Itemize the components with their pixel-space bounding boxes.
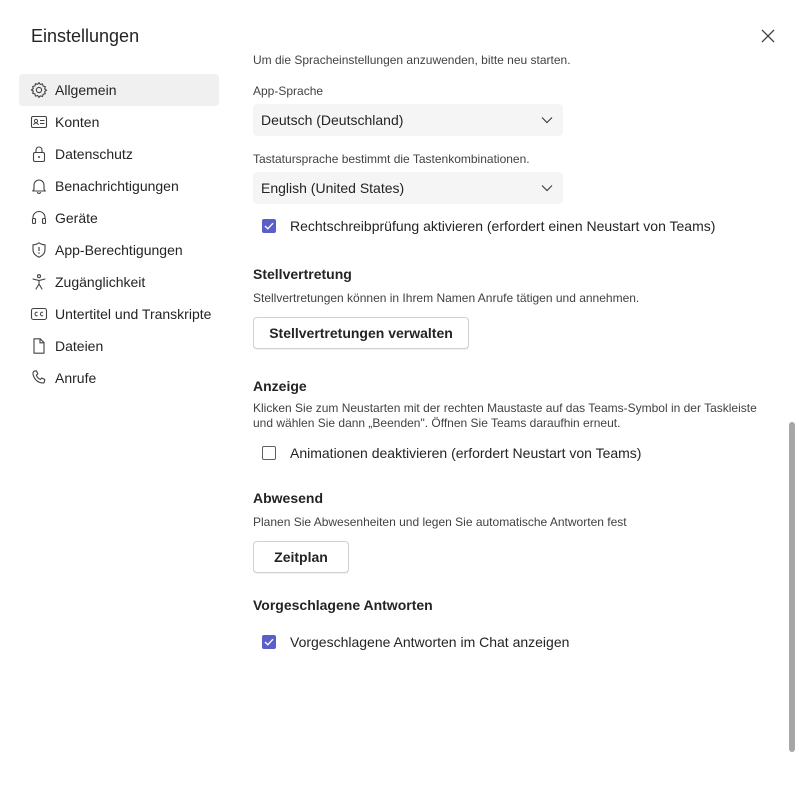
keyboard-language-label: Tastatursprache bestimmt die Tastenkombinationen. (253, 152, 530, 166)
file-icon (30, 337, 48, 355)
keyboard-language-dropdown[interactable] (253, 172, 563, 204)
sidebar-item-label: Benachrichtigungen (55, 178, 179, 194)
delegation-description: Stellvertretungen können in Ihrem Namen Anrufe tätigen und annehmen. (253, 291, 640, 305)
sidebar-item-label: Zugänglichkeit (55, 274, 146, 290)
dialog-title: Einstellungen (31, 26, 140, 46)
app-language-value: Deutsch (Deutschland) (261, 112, 404, 128)
language-restart-hint-text: Um die Spracheinstellungen anzuwenden, bitte neu starten. (253, 53, 571, 67)
checkmark-icon (264, 222, 274, 230)
animations-checkbox[interactable] (262, 446, 276, 460)
chevron-down-icon (539, 180, 555, 196)
shield-icon (30, 241, 48, 259)
keyboard-language-value: English (United States) (261, 180, 405, 196)
sidebar-item-label: App-Berechtigungen (55, 242, 183, 258)
sidebar-item-label: Anrufe (55, 370, 97, 386)
checkmark-icon (264, 638, 274, 646)
suggested-replies-title: Vorgeschlagene Antworten (253, 597, 433, 613)
schedule-button[interactable]: Zeitplan (253, 541, 349, 573)
delegation-title: Stellvertretung (253, 266, 352, 282)
sidebar-item-konten[interactable] (19, 106, 219, 138)
close-icon[interactable] (761, 29, 775, 43)
sidebar-item-geraete[interactable] (19, 202, 219, 234)
manage-delegates-button[interactable]: Stellvertretungen verwalten (253, 317, 469, 349)
away-title: Abwesend (253, 490, 324, 506)
display-description (253, 401, 773, 431)
suggested-replies-row (262, 634, 569, 650)
spellcheck-row (262, 218, 715, 234)
sidebar-item-allgemein[interactable] (19, 74, 219, 106)
sidebar-item-datenschutz[interactable] (19, 138, 219, 170)
sidebar-item-label: Geräte (55, 210, 98, 226)
app-language-dropdown[interactable] (253, 104, 563, 136)
suggested-replies-label: Vorgeschlagene Antworten im Chat anzeigen (290, 634, 570, 650)
headset-icon (30, 209, 48, 227)
spellcheck-checkbox[interactable] (262, 219, 276, 233)
sidebar-item-label: Konten (55, 114, 100, 130)
sidebar-item-dateien[interactable] (19, 330, 219, 362)
gear-icon (30, 81, 48, 99)
away-description: Planen Sie Abwesenheiten und legen Sie automatische Antworten fest (253, 515, 627, 529)
display-description-line2: und wählen Sie dann „Beenden". Öffnen Sie Teams daraufhin erneut. (253, 416, 621, 430)
animations-label: Animationen deaktivieren (erfordert Neustart von Teams) (290, 445, 642, 461)
sidebar-item-anrufe[interactable] (19, 362, 219, 394)
settings-sidebar (19, 74, 219, 394)
lock-icon (30, 145, 48, 163)
display-description-line1: Klicken Sie zum Neustarten mit der rechten Maustaste auf das Teams-Symbol in der Taskleiste (253, 401, 757, 415)
content-scrollbar[interactable] (789, 422, 795, 752)
chevron-down-icon (539, 112, 555, 128)
accessibility-icon (30, 273, 48, 291)
display-title: Anzeige (253, 378, 307, 394)
bell-icon (30, 177, 48, 195)
suggested-replies-checkbox[interactable] (262, 635, 276, 649)
close-button[interactable] (756, 24, 780, 48)
sidebar-item-label: Allgemein (55, 82, 117, 98)
sidebar-item-label: Untertitel und Transkripte (55, 306, 212, 322)
sidebar-item-label: Datenschutz (55, 146, 133, 162)
animations-row (262, 445, 641, 461)
language-restart-hint (253, 52, 571, 68)
app-language-label: App-Sprache (253, 84, 324, 98)
spellcheck-label: Rechtschreibprüfung aktivieren (erfordert einen Neustart von Teams) (290, 218, 716, 234)
sidebar-item-label: Dateien (55, 338, 104, 354)
sidebar-item-benachrichtigungen[interactable] (19, 170, 219, 202)
id-card-icon (30, 113, 48, 131)
sidebar-item-zugaenglichkeit[interactable] (19, 266, 219, 298)
sidebar-item-app-berechtigungen[interactable] (19, 234, 219, 266)
phone-icon (30, 369, 48, 387)
cc-icon (30, 305, 48, 323)
sidebar-item-untertitel[interactable] (19, 298, 219, 330)
